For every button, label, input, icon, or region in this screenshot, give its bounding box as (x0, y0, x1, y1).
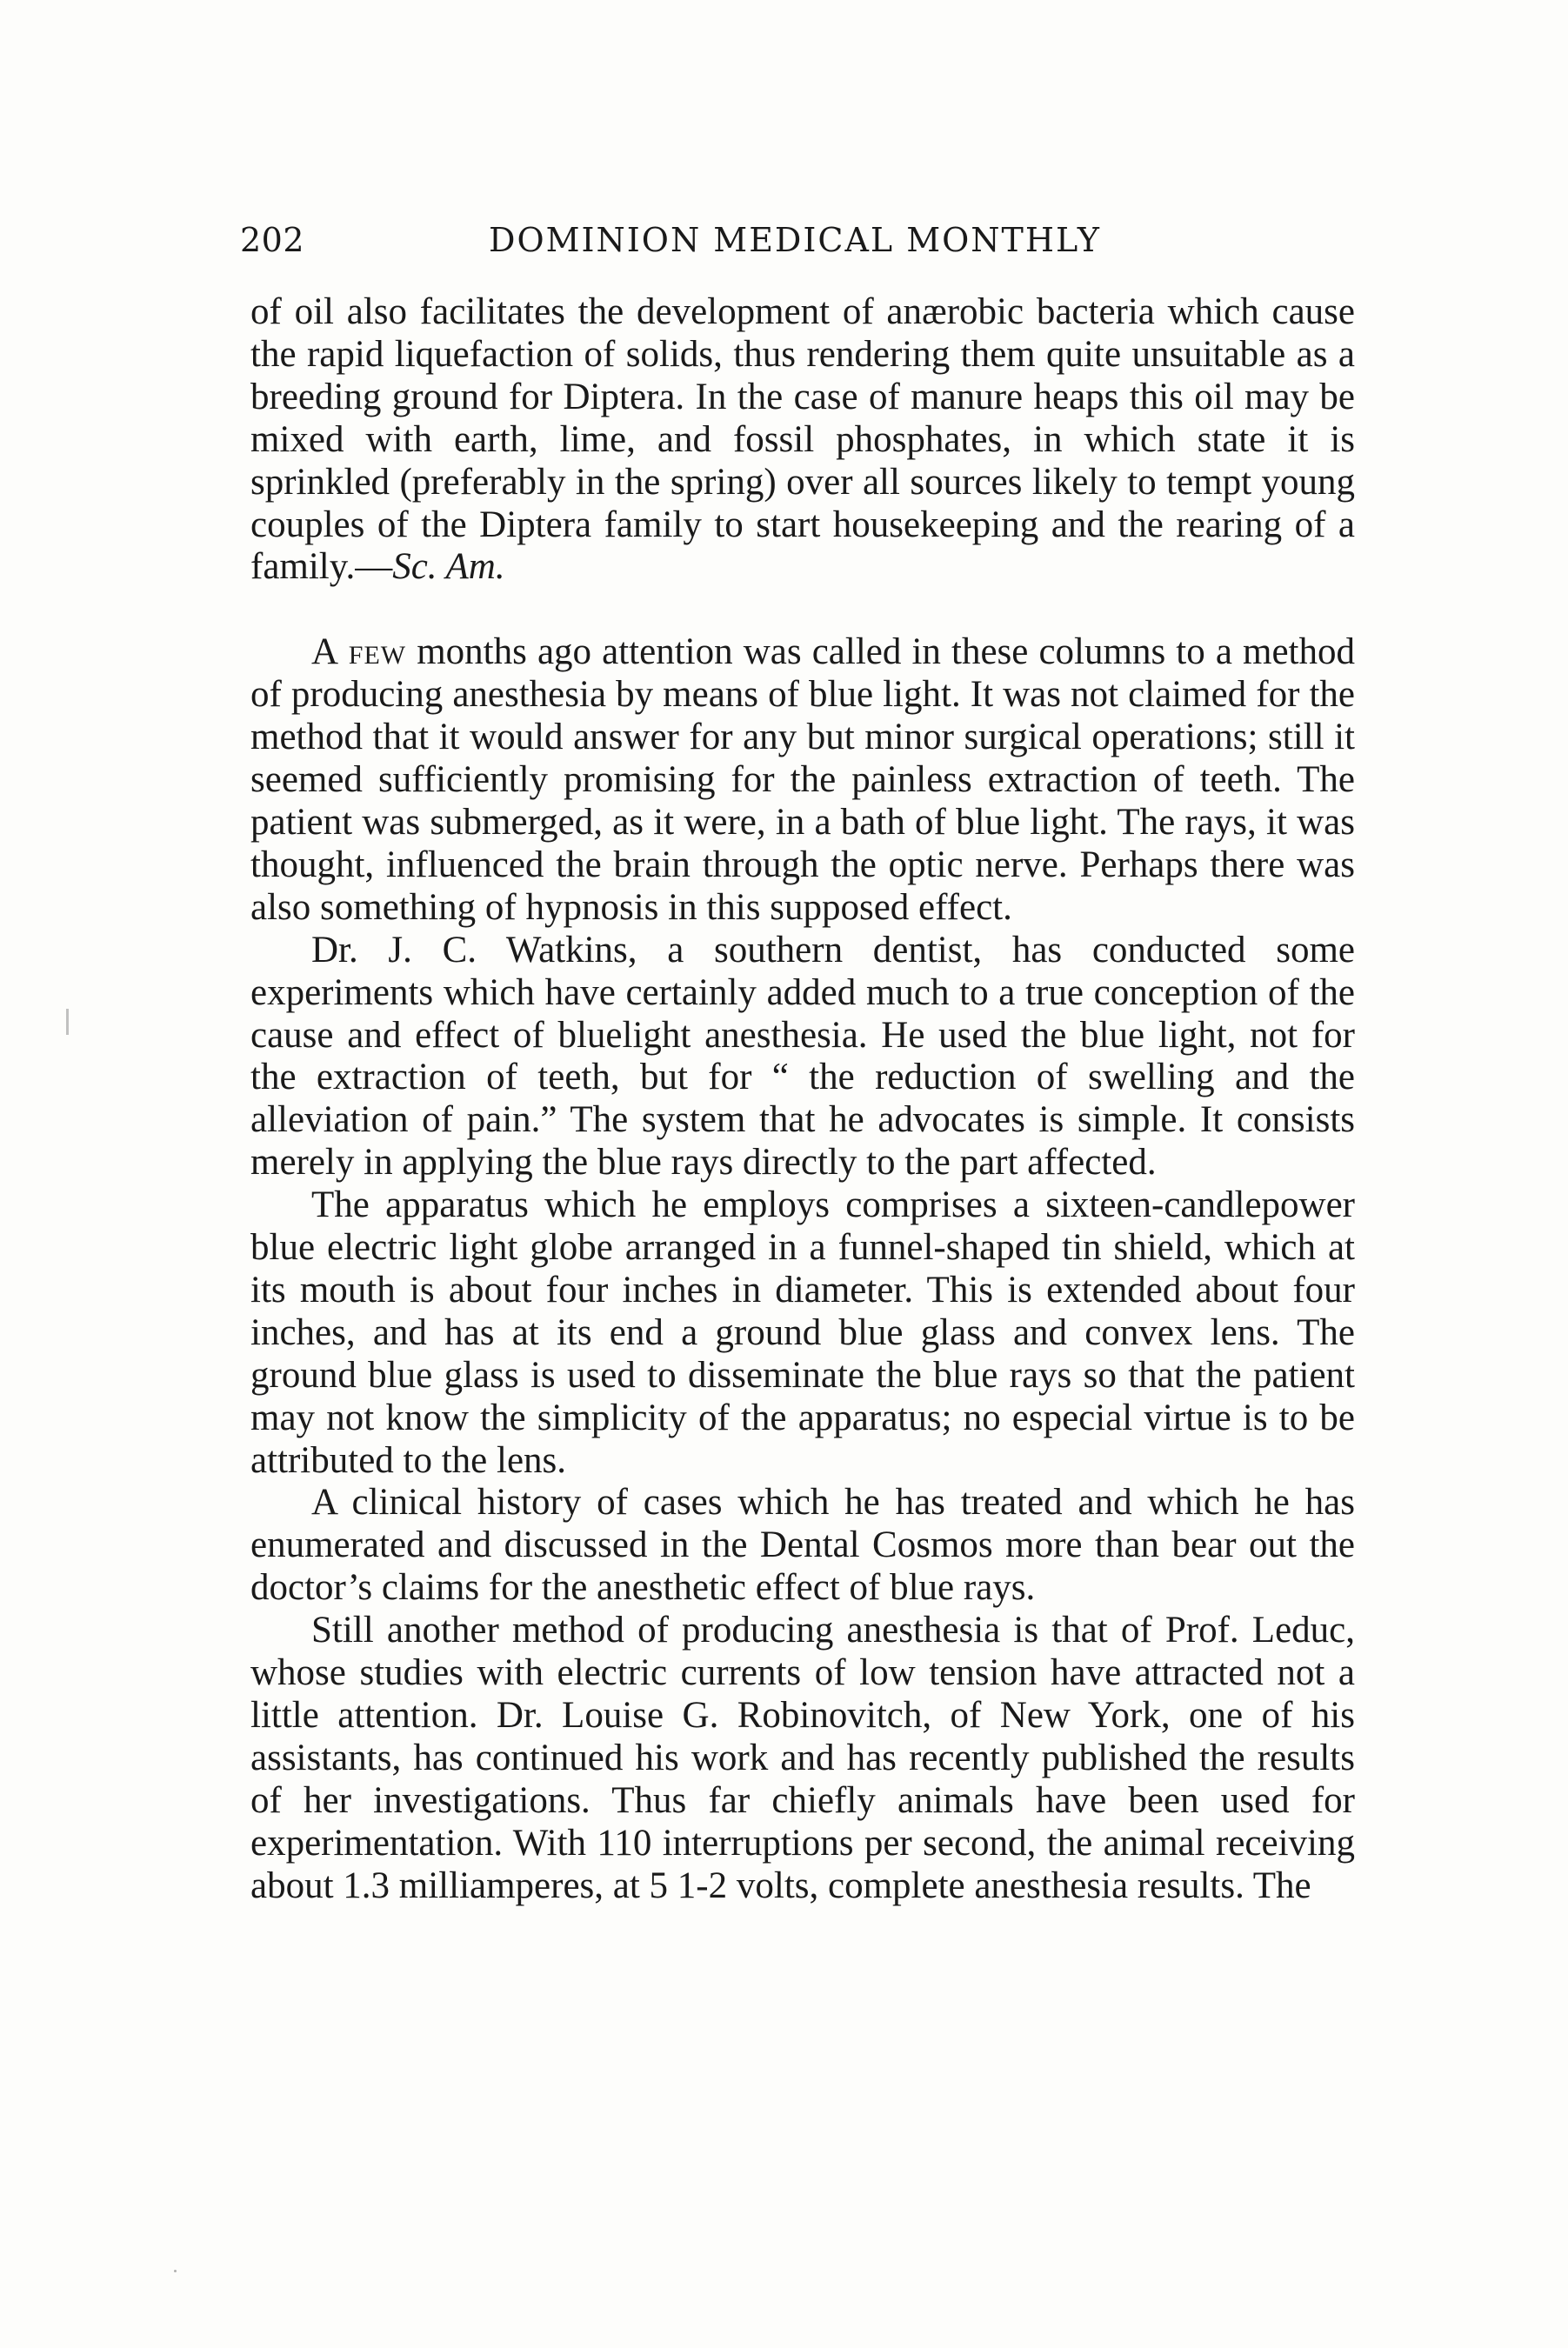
paragraph-blue-light (250, 631, 1355, 929)
paragraph-watkins: Dr. J. C. Watkins, a southern dentist, has conducted some experiments which have certainly added much to a true conception of the cause and effect of bluelight anesthesia. He used the blue light, not for the extraction of teeth, but for “ the reduction of swelling and the alleviation of pain.” The system that he advocates is simple. It consists merely in applying the blue rays directly to the part affected. (250, 929, 1355, 1184)
paragraph-lead-small-caps: A few (311, 631, 407, 673)
margin-scan-mark (66, 1009, 69, 1035)
paragraph-apparatus: The apparatus which he employs comprises a sixteen-candlepower blue electric light globe arranged in a funnel-shaped tin shield, which at its mouth is about four inches in diameter. This is extended about four inches, and has at its end a ground blue glass and convex lens. The ground blue glass is used to disseminate the blue rays so that the patient may not know the simplicity of the apparatus; no especial virtue is to be attributed to the lens. (250, 1184, 1355, 1481)
citation-sc-am: Sc. Am. (392, 546, 505, 588)
paragraph-oil-diptera (250, 291, 1355, 589)
paragraph-clinical-history: A clinical history of cases which he has treated and which he has enumerated and discussed in the Dental Cosmos more than bear out the doctor’s claims for the anesthetic effect of blue rays. (250, 1482, 1355, 1609)
paragraph-oil-diptera-text: of oil also facilitates the development of anærobic bacteria which cause the rapid liquefaction of solids, thus rendering them quite unsuitable as a breeding ground for Diptera. In the case of manure heaps this oil may be mixed with earth, lime, and fossil phosphates, in which state it is sprinkled (preferably in the spring) over all sources likely to tempt young couples of the Diptera family to start housekeeping and the rearing of a family.— (250, 291, 1355, 588)
scan-speck (174, 2270, 177, 2272)
paragraph-blue-light-text: months ago attention was called in these columns to a method of producing anesthesia by means of blue light. It was not claimed for the method that it would answer for any but minor surgical operations; still it seemed sufficiently promising for the painless extraction of teeth. The patient was submerged, as it were, in a bath of blue light. The rays, it was thought, influenced the brain through the optic nerve. Perhaps there was also something of hypnosis in this supposed effect. (250, 631, 1356, 928)
body-text (250, 291, 1355, 1908)
running-head: DOMINION MEDICAL MONTHLY (489, 221, 1101, 259)
page-header (240, 221, 1344, 273)
page-number: 202 (240, 221, 305, 259)
paragraph-leduc: Still another method of producing anesthesia is that of Prof. Leduc, whose studies with electric currents of low tension have attracted not a little attention. Dr. Louise G. Robinovitch, of New York, one of his assistants, has continued his work and has recently published the results of her investigations. Thus far chiefly animals have been used for experimentation. With 110 interruptions per second, the animal receiving about 1.3 milliamperes, at 5 1-2 volts, complete anesthesia results. The (250, 1610, 1355, 1906)
